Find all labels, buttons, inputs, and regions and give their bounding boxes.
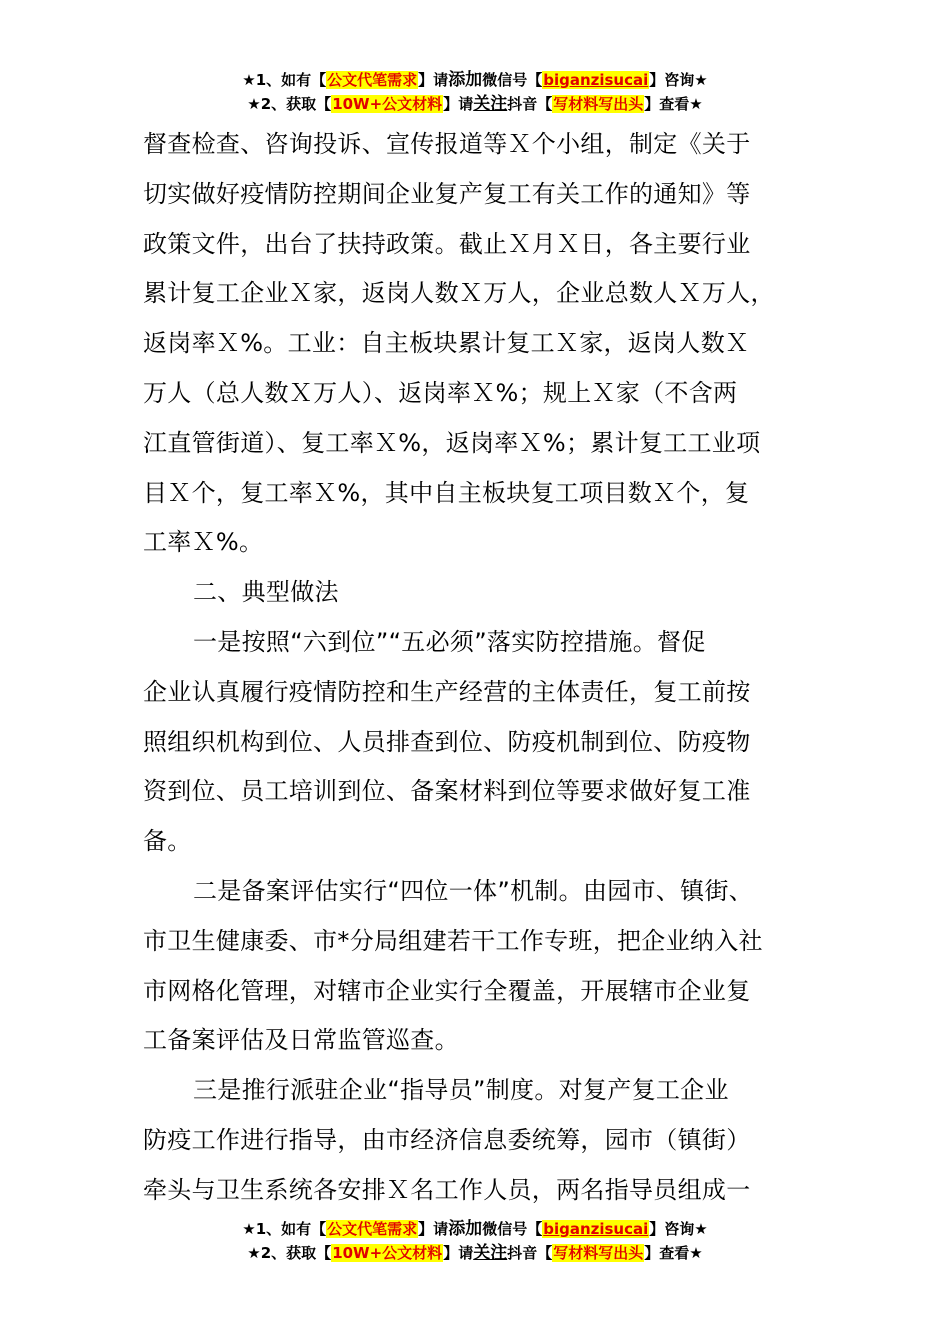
douyin-id: 写材料写出头 bbox=[553, 95, 644, 113]
body-line: 政策文件，出台了扶持政策。截止Ｘ月Ｘ日，各主要行业 bbox=[143, 229, 751, 258]
banner-text: ★1、如有【 bbox=[242, 1220, 327, 1238]
body-line: 牵头与卫生系统各安排Ｘ名工作人员，两名指导员组成一 bbox=[143, 1175, 751, 1204]
body-line: 江直管街道）、复工率Ｘ%，返岗率Ｘ%；累计复工工业项 bbox=[143, 428, 761, 457]
section-heading: 二、典型做法 bbox=[193, 578, 339, 607]
banner-text: 微信号【 bbox=[482, 1220, 543, 1238]
body-line: 市卫生健康委、市*分局组建若干工作专班，把企业纳入社 bbox=[143, 926, 763, 955]
highlight-label: 10W+公文材料 bbox=[332, 95, 443, 113]
body-line: 市网格化管理，对辖市企业实行全覆盖，开展辖市企业复 bbox=[143, 976, 751, 1005]
banner-text: 抖音【 bbox=[507, 95, 553, 113]
emphasis-text: 关注 bbox=[473, 1243, 508, 1263]
banner-text: 抖音【 bbox=[507, 1244, 553, 1262]
banner-line-1 bbox=[0, 1217, 950, 1241]
banner-text: 】请 bbox=[443, 95, 474, 113]
emphasis-text: 关注 bbox=[473, 94, 508, 114]
body-line: 切实做好疫情防控期间企业复产复工有关工作的通知》等 bbox=[143, 179, 751, 208]
banner-text: 】请 bbox=[418, 71, 449, 89]
banner-line-1 bbox=[0, 68, 950, 92]
body-line: 工率Ｘ%。 bbox=[143, 528, 264, 557]
banner-text: 】咨询★ bbox=[649, 71, 708, 89]
wechat-id: biganzisucai bbox=[543, 71, 649, 89]
header-banner bbox=[0, 68, 950, 116]
banner-text: ★2、获取【 bbox=[247, 1244, 332, 1262]
banner-text: 】查看★ bbox=[644, 1244, 703, 1262]
body-line: 资到位、员工培训到位、备案材料到位等要求做好复工准 bbox=[143, 777, 751, 806]
banner-text: ★2、获取【 bbox=[247, 95, 332, 113]
body-line: 目Ｘ个，复工率Ｘ%，其中自主板块复工项目数Ｘ个，复 bbox=[143, 478, 750, 507]
banner-text: 】请 bbox=[418, 1220, 449, 1238]
emphasis-text: 添加 bbox=[448, 70, 483, 90]
emphasis-text: 添加 bbox=[448, 1219, 483, 1239]
paragraph-start: 一是按照“六到位”“五必须”落实防控措施。督促 bbox=[193, 627, 706, 656]
banner-text: 】查看★ bbox=[644, 95, 703, 113]
body-line: 照组织机构到位、人员排查到位、防疫机制到位、防疫物 bbox=[143, 727, 751, 756]
footer-banner bbox=[0, 1217, 950, 1265]
highlight-label: 公文代笔需求 bbox=[327, 71, 418, 89]
banner-text: 】请 bbox=[443, 1244, 474, 1262]
body-line: 督查检查、咨询投诉、宣传报道等Ｘ个小组，制定《关于 bbox=[143, 130, 751, 158]
body-line: 工备案评估及日常监管巡查。 bbox=[143, 1026, 459, 1055]
banner-line-2 bbox=[0, 92, 950, 116]
banner-text: 】咨询★ bbox=[649, 1220, 708, 1238]
document-body bbox=[143, 120, 833, 1216]
body-line: 返岗率Ｘ%。工业：自主板块累计复工Ｘ家，返岗人数Ｘ bbox=[143, 329, 750, 358]
highlight-label: 公文代笔需求 bbox=[327, 1220, 418, 1238]
body-line: 企业认真履行疫情防控和生产经营的主体责任，复工前按 bbox=[143, 677, 751, 706]
body-line: 万人（总人数Ｘ万人）、返岗率Ｘ%；规上Ｘ家（不含两 bbox=[143, 378, 738, 407]
body-line: 备。 bbox=[143, 827, 192, 856]
banner-text: ★1、如有【 bbox=[242, 71, 327, 89]
douyin-id: 写材料写出头 bbox=[553, 1244, 644, 1262]
banner-text: 微信号【 bbox=[482, 71, 543, 89]
wechat-id: biganzisucai bbox=[543, 1220, 649, 1238]
paragraph-start: 三是推行派驻企业“指导员”制度。对复产复工企业 bbox=[193, 1076, 729, 1105]
highlight-label: 10W+公文材料 bbox=[332, 1244, 443, 1262]
body-line: 累计复工企业Ｘ家，返岗人数Ｘ万人，企业总数人Ｘ万人， bbox=[143, 279, 775, 308]
paragraph-start: 二是备案评估实行“四位一体”机制。由园市、镇街、 bbox=[193, 876, 754, 905]
banner-line-2 bbox=[0, 1241, 950, 1265]
body-line: 防疫工作进行指导，由市经济信息委统筹，园市（镇街） bbox=[143, 1125, 751, 1154]
